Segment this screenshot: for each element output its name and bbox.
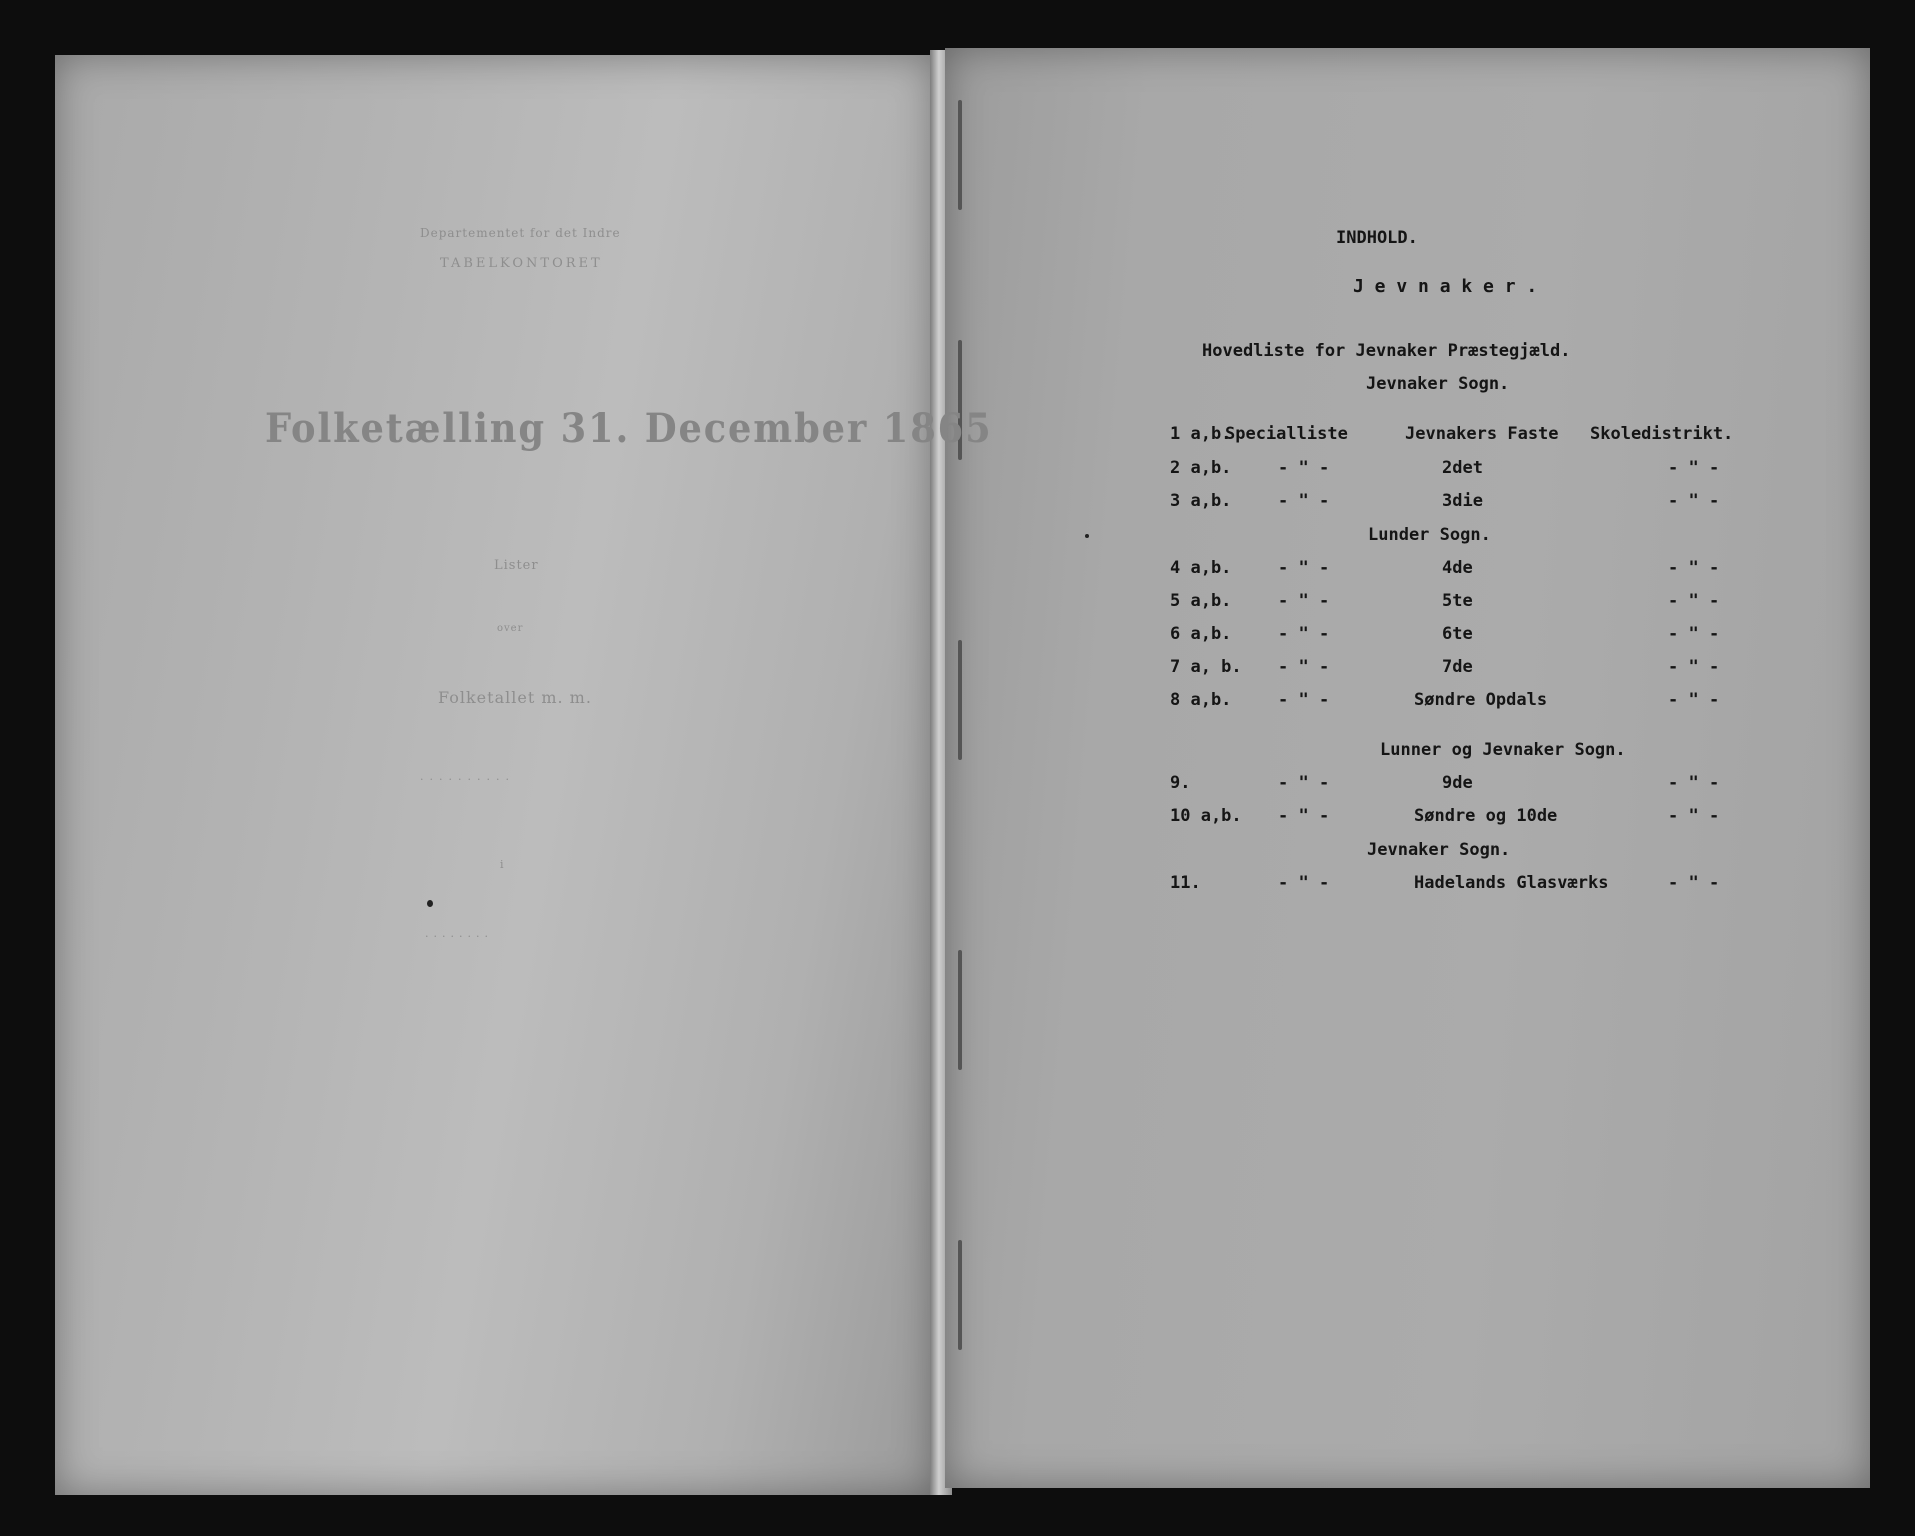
row-number: 2 a,b. (1170, 458, 1232, 478)
district-name: Jevnakers Faste (1405, 424, 1559, 444)
district-name: Søndre og 10de (1414, 806, 1558, 826)
list-type: - " - (1278, 873, 1330, 893)
district-name: 3die (1442, 491, 1483, 511)
district-name: Søndre Opdals (1414, 690, 1548, 710)
list-type: - " - (1278, 591, 1330, 611)
list-type: - " - (1278, 458, 1330, 478)
row-number: 8 a,b. (1170, 690, 1232, 710)
district-type: - " - (1668, 458, 1720, 478)
title-line-lister: Lister (494, 558, 539, 573)
title-line-i: i (500, 858, 505, 871)
row-number: 10 a,b. (1170, 806, 1242, 826)
binding-thread (958, 100, 962, 210)
district-name: Hadelands Glasværks (1414, 873, 1609, 893)
list-type: Specialliste (1225, 424, 1348, 444)
district-type: - " - (1668, 690, 1720, 710)
department-line: Departementet for det Indre (420, 226, 621, 240)
parish-section-heading: Lunder Sogn. (1368, 525, 1491, 545)
row-number: 6 a,b. (1170, 624, 1232, 644)
parish-section-heading: Jevnaker Sogn. (1367, 840, 1511, 860)
row-number: 4 a,b. (1170, 558, 1232, 578)
census-title: Folketælling 31. December 1865 (265, 405, 993, 452)
district-name: 7de (1442, 657, 1473, 677)
list-type: - " - (1278, 806, 1330, 826)
district-type: Skoledistrikt. (1590, 424, 1734, 444)
row-number: 5 a,b. (1170, 591, 1232, 611)
binding-thread (958, 640, 962, 760)
list-type: - " - (1278, 690, 1330, 710)
ink-spot (1085, 534, 1089, 538)
office-line: TABELKONTORET (440, 256, 603, 271)
district-type: - " - (1668, 624, 1720, 644)
district-type: - " - (1668, 591, 1720, 611)
title-line-over: over (497, 623, 524, 634)
district-type: - " - (1668, 657, 1720, 677)
district-type: - " - (1668, 806, 1720, 826)
district-type: - " - (1668, 558, 1720, 578)
title-line-folketallet: Folketallet m. m. (438, 688, 592, 707)
binding-thread (958, 950, 962, 1070)
list-type: - " - (1278, 558, 1330, 578)
district-name: 4de (1442, 558, 1473, 578)
parish-section-heading: Jevnaker Sogn. (1366, 374, 1510, 394)
row-number: 7 a, b. (1170, 657, 1242, 677)
place-heading: J e v n a k e r . (1353, 276, 1538, 297)
main-list-subtitle: Hovedliste for Jevnaker Præstegjæld. (1202, 341, 1571, 361)
row-number: 1 a,b. (1170, 424, 1232, 444)
district-name: 5te (1442, 591, 1473, 611)
district-type: - " - (1668, 491, 1720, 511)
right-page (945, 48, 1870, 1488)
ink-spot (427, 900, 433, 907)
list-type: - " - (1278, 657, 1330, 677)
parish-section-heading: Lunner og Jevnaker Sogn. (1380, 740, 1626, 760)
district-name: 6te (1442, 624, 1473, 644)
row-number: 3 a,b. (1170, 491, 1232, 511)
list-type: - " - (1278, 624, 1330, 644)
district-name: 9de (1442, 773, 1473, 793)
title-line-place: ........ (425, 927, 493, 940)
title-line-blank: .......... (420, 770, 515, 783)
district-type: - " - (1668, 873, 1720, 893)
list-type: - " - (1278, 773, 1330, 793)
row-number: 9. (1170, 773, 1191, 793)
district-type: - " - (1668, 773, 1720, 793)
list-type: - " - (1278, 491, 1330, 511)
row-number: 11. (1170, 873, 1201, 893)
contents-heading: INDHOLD. (1336, 228, 1418, 248)
binding-thread (958, 1240, 962, 1350)
district-name: 2det (1442, 458, 1483, 478)
